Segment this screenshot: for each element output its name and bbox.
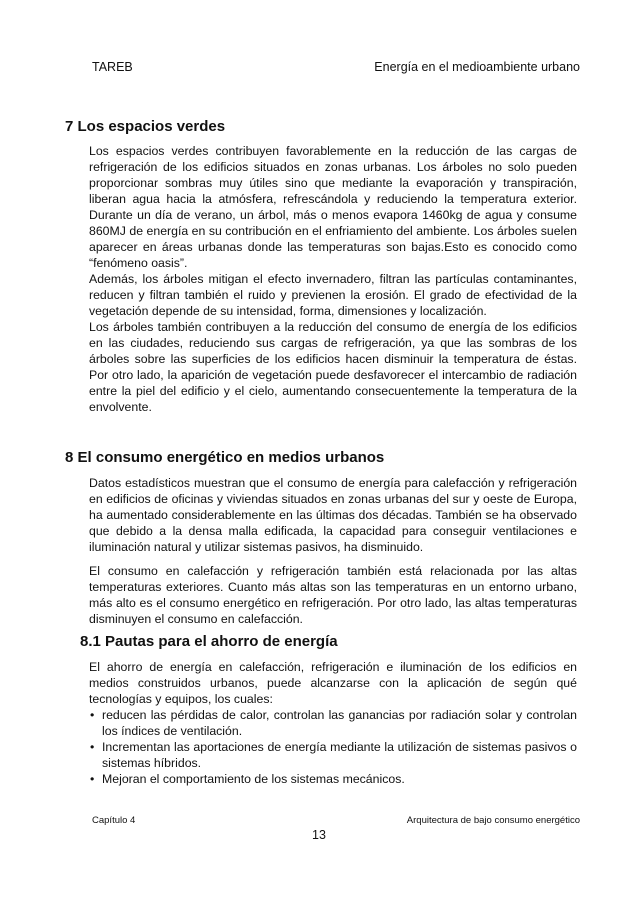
list-item: • Mejoran el comportamiento de los sistemas mecánicos. <box>89 771 577 787</box>
footer-book-title: Arquitectura de bajo consumo energético <box>406 815 580 826</box>
header-left-text: TAREB <box>92 60 133 74</box>
header-right-text: Energía en el medioambiente urbano <box>374 60 580 74</box>
section-8-title: 8 El consumo energético en medios urbanos <box>65 449 385 466</box>
section-8-paragraph-2: El consumo en calefacción y refrigeración también está relacionada por las altas temperaturas exteriores. Cuanto más altas son las temperaturas en un entorno urbano, más alto es el consumo energético en refrigeración. Por otro lado, las altas temperaturas disminuyen el consumo en calefacción. <box>89 564 577 626</box>
section-7-title: 7 Los espacios verdes <box>65 118 226 135</box>
energy-saving-list <box>89 707 577 787</box>
section-8-paragraph-1: Datos estadísticos muestran que el consumo de energía para calefacción y refrigeración en edificios de oficinas y viviendas situados en zonas urbanas del sur y oeste de Europa, ha aumentado considerablemente en las últimas dos décadas. También se ha observado que debido a la densa malla edificada, la capacidad para conseguir ventilaciones e iluminación natural y utilizar sistemas pasivos, ha disminuido. <box>89 476 577 554</box>
section-7-paragraph-3: Los árboles también contribuyen a la reducción del consumo de energía de los edificios en las ciudades, reduciendo sus cargas de refrigeración, ya que las sombras de los árboles sobre las superficies de los edificios hacen disminuir la temperatura de éstas. Por otro lado, la aparición de vegetación puede desfavorecer el intercambio de radiación entre la piel del edificio y el cielo, aumentando consecuentemente la temperatura de la envolvente. <box>89 320 577 414</box>
footer-chapter: Capítulo 4 <box>92 815 136 826</box>
section-8-1-intro: El ahorro de energía en calefacción, refrigeración e iluminación de los edificios en medios construidos urbanos, puede alcanzarse con la aplicación de según qué tecnologías y equipos, los cuales: <box>89 660 577 706</box>
section-7-paragraph-2: Además, los árboles mitigan el efecto invernadero, filtran las partículas contaminantes, reducen y filtran también el ruido y previenen la erosión. El grado de efectividad de la vegetación depende de su intensidad, forma, dimensiones y localización. <box>89 272 577 318</box>
section-7-paragraph-1: Los espacios verdes contribuyen favorablemente en la reducción de las cargas de refrigeración de los edificios situados en zonas urbanas. Los árboles no solo pueden proporcionar sombras muy útiles sino que mediante la evaporación y transpiración, liberan agua hacia la atmósfera, refrescándola y reduciendo la temperatura exterior. Durante un día de verano, un árbol, más o menos evapora 1460kg de agua y consume 860MJ de energía en su contribución en el enfriamiento del ambiente. Los árboles suelen aparecer en áreas urbanas donde las temperaturas son bajas.Esto es conocido como “fenómeno oasis”. <box>89 144 577 270</box>
page-number: 13 <box>312 828 326 842</box>
list-item: • Incrementan las aportaciones de energía mediante la utilización de sistemas pasivos o sistemas híbridos. <box>89 739 577 771</box>
list-item: • reducen las pérdidas de calor, controlan las ganancias por radiación solar y controlan los índices de ventilación. <box>89 707 577 739</box>
section-8-1-title: 8.1 Pautas para el ahorro de energía <box>80 633 338 650</box>
